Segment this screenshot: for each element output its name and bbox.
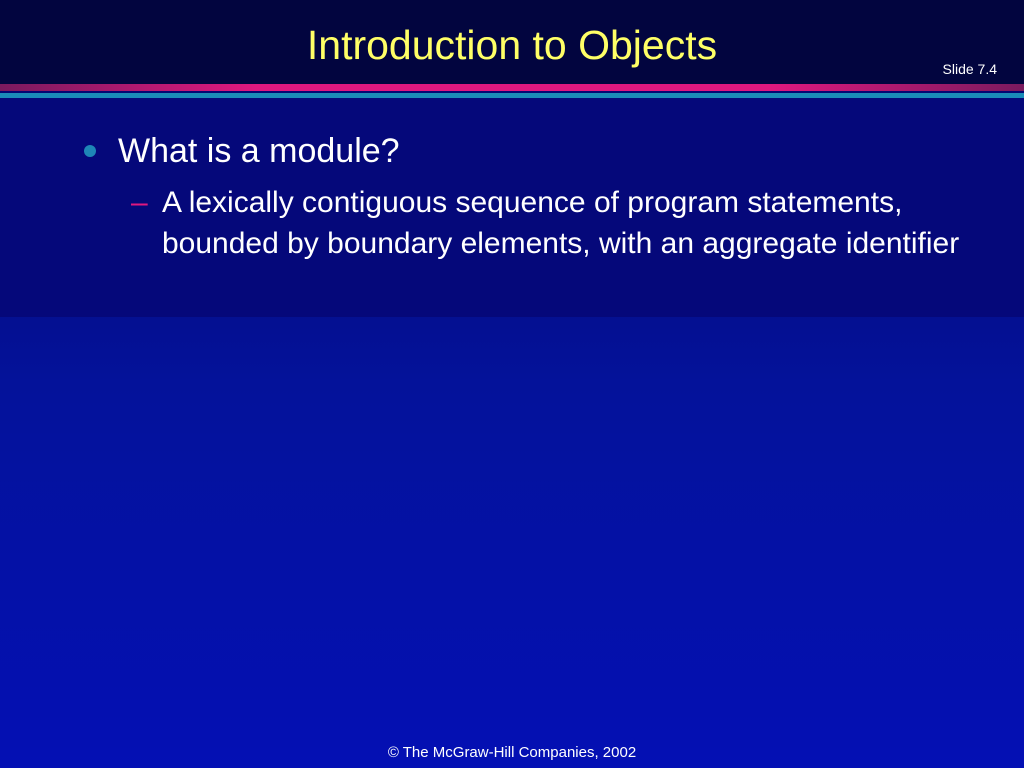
slide-title: Introduction to Objects [306, 22, 718, 68]
copyright-footer: © The McGraw-Hill Companies, 2002 [387, 744, 637, 761]
bullet-dot-icon [84, 145, 96, 157]
bullet-text: What is a module? [118, 132, 400, 170]
bullet-item [84, 130, 984, 172]
sub-bullet-item [131, 182, 1011, 264]
title-band [0, 0, 1024, 84]
sub-bullet-text: A lexically contiguous sequence of program statements, bounded by boundary elements, with an aggregate identifier [162, 186, 960, 260]
title-divider-pink [0, 84, 1024, 91]
sub-bullet-dash-icon: – [131, 186, 148, 219]
slide-number: Slide 7.4 [942, 61, 997, 77]
